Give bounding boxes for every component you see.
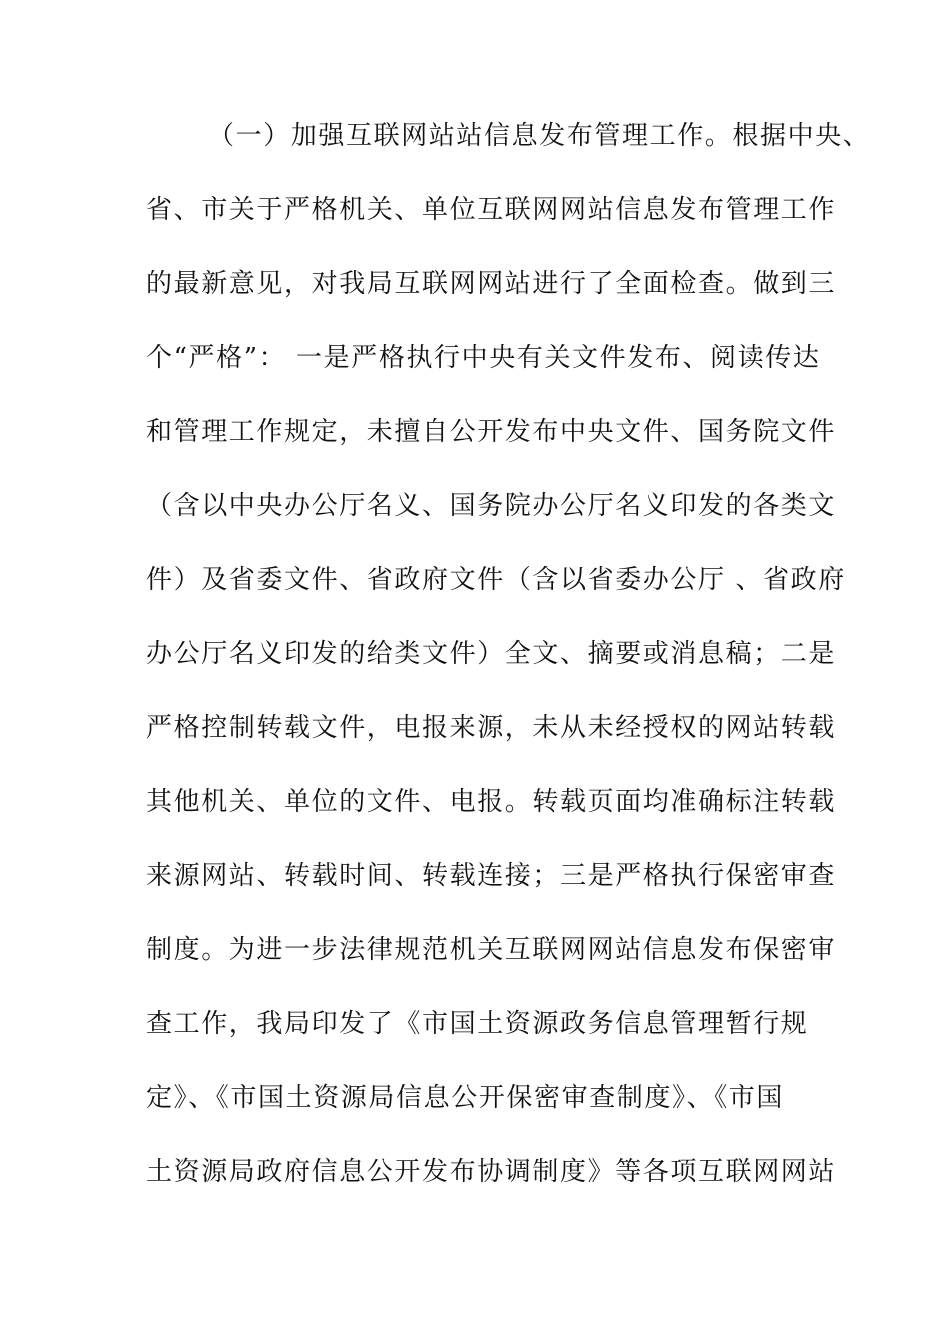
- paragraph-line: 严格控制转载文件，电报来源，未从未经授权的网站转载: [146, 713, 837, 743]
- paragraph-line: 其他机关、单位的文件、电报。转载页面均准确标注转载: [146, 787, 837, 817]
- paragraph-line: 制度。为进一步法律规范机关互联网网站信息发布保密审: [146, 935, 837, 965]
- paragraph-line: 个“严格”： 一是严格执行中央有关文件发布、阅读传达: [146, 343, 821, 373]
- paragraph-line: 查工作，我局印发了《市国土资源政务信息管理暂行规: [146, 1009, 809, 1039]
- paragraph-line: （一）加强互联网站站信息发布管理工作。根据中央、: [208, 121, 871, 151]
- paragraph-line: （含以中央办公厅名义、国务院办公厅名义印发的各类文: [146, 491, 837, 521]
- paragraph-line: 办公厅名义印发的给类文件）全文、摘要或消息稿；二是: [146, 639, 837, 669]
- paragraph-line: 和管理工作规定，未擅自公开发布中央文件、国务院文件: [146, 417, 837, 447]
- paragraph-line: 土资源局政府信息公开发布协调制度》等各项互联网网站: [146, 1157, 837, 1187]
- paragraph-line: 件）及省委文件、省政府文件（含以省委办公厅 、省政府: [146, 565, 846, 595]
- paragraph-line: 的最新意见，对我局互联网网站进行了全面检查。做到三: [146, 269, 837, 299]
- paragraph-line: 定》、《市国土资源局信息公开保密审查制度》、《市国: [146, 1083, 785, 1113]
- paragraph-line: 来源网站、转载时间、转载连接；三是严格执行保密审查: [146, 861, 837, 891]
- paragraph-line: 省、市关于严格机关、单位互联网网站信息发布管理工作: [146, 195, 837, 225]
